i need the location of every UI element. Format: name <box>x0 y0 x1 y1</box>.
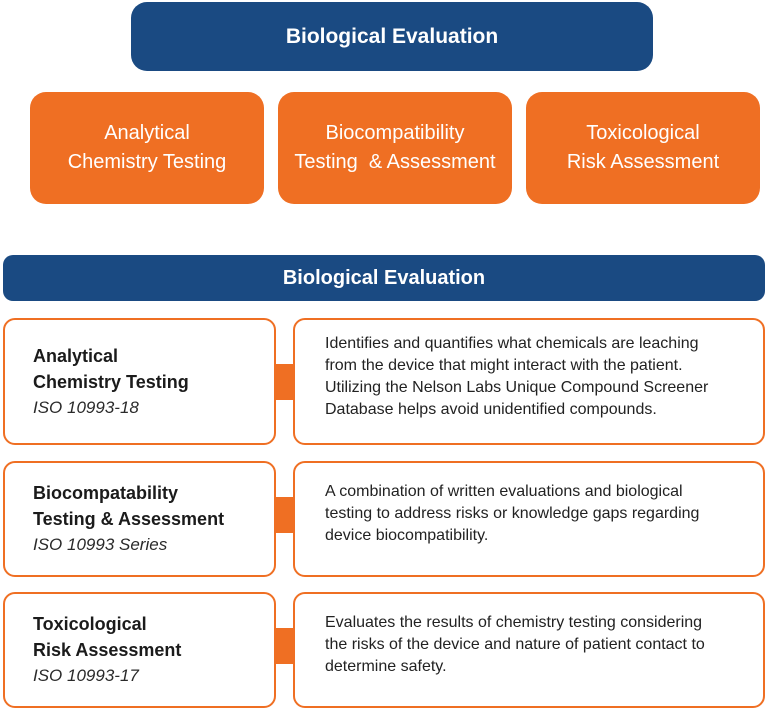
description-line: A combination of written evaluations and biological <box>325 483 683 500</box>
description-line: Identifies and quantifies what chemicals are leaching <box>325 334 699 352</box>
section-header-title: Biological Evaluation <box>282 266 486 289</box>
row-title-box-toxicological-risk <box>3 592 276 708</box>
row-connector <box>275 628 295 664</box>
category-label-line2: Chemistry Testing <box>67 151 227 173</box>
row-title-line2: Risk Assessment <box>33 640 182 660</box>
description-line: Database helps avoid unidentified compounds. <box>325 400 657 418</box>
category-box-analytical-chemistry <box>30 92 264 204</box>
top-header-title: Biological Evaluation <box>285 24 499 48</box>
description-line: the risks of the device and nature of patient contact to <box>325 636 705 653</box>
row-title-line1: Biocompatability <box>33 483 179 503</box>
section-header-banner <box>3 255 765 301</box>
row-standard: ISO 10993-17 <box>33 666 139 685</box>
category-label-line2: Risk Assessment <box>566 151 720 173</box>
description-line: testing to address risks or knowledge gaps regarding <box>325 505 700 522</box>
description-line: from the device that might interact with the patient. <box>325 356 683 374</box>
row-title-line1: Analytical <box>33 345 119 366</box>
row-description-box-analytical-chemistry <box>293 318 765 445</box>
row-connector <box>275 364 295 400</box>
row-title-line2: Testing & Assessment <box>33 509 225 529</box>
top-header-banner <box>131 2 653 71</box>
category-label-line1: Biocompatibility <box>325 122 465 144</box>
description-line: determine safety. <box>325 658 447 675</box>
row-title-line2: Chemistry Testing <box>33 371 189 392</box>
category-box-biocompatibility <box>278 92 512 204</box>
category-label-line2: Testing & Assessment <box>294 151 496 173</box>
row-standard: ISO 10993 Series <box>33 535 168 554</box>
row-description-box-toxicological-risk <box>293 592 765 708</box>
category-label-line1: Analytical <box>104 122 190 144</box>
description-line: device biocompatibility. <box>325 527 489 544</box>
row-title-box-biocompatability <box>3 461 276 577</box>
category-box-toxicological-risk <box>526 92 760 204</box>
row-connector <box>275 497 295 533</box>
description-line: Utilizing the Nelson Labs Unique Compound Screener <box>325 378 709 396</box>
description-line: Evaluates the results of chemistry testing considering <box>325 614 703 631</box>
category-label-line1: Toxicological <box>586 122 700 144</box>
row-description-box-biocompatability <box>293 461 765 577</box>
row-standard: ISO 10993-18 <box>33 397 139 417</box>
row-title-box-analytical-chemistry <box>3 318 276 445</box>
row-title-line1: Toxicological <box>33 614 147 634</box>
